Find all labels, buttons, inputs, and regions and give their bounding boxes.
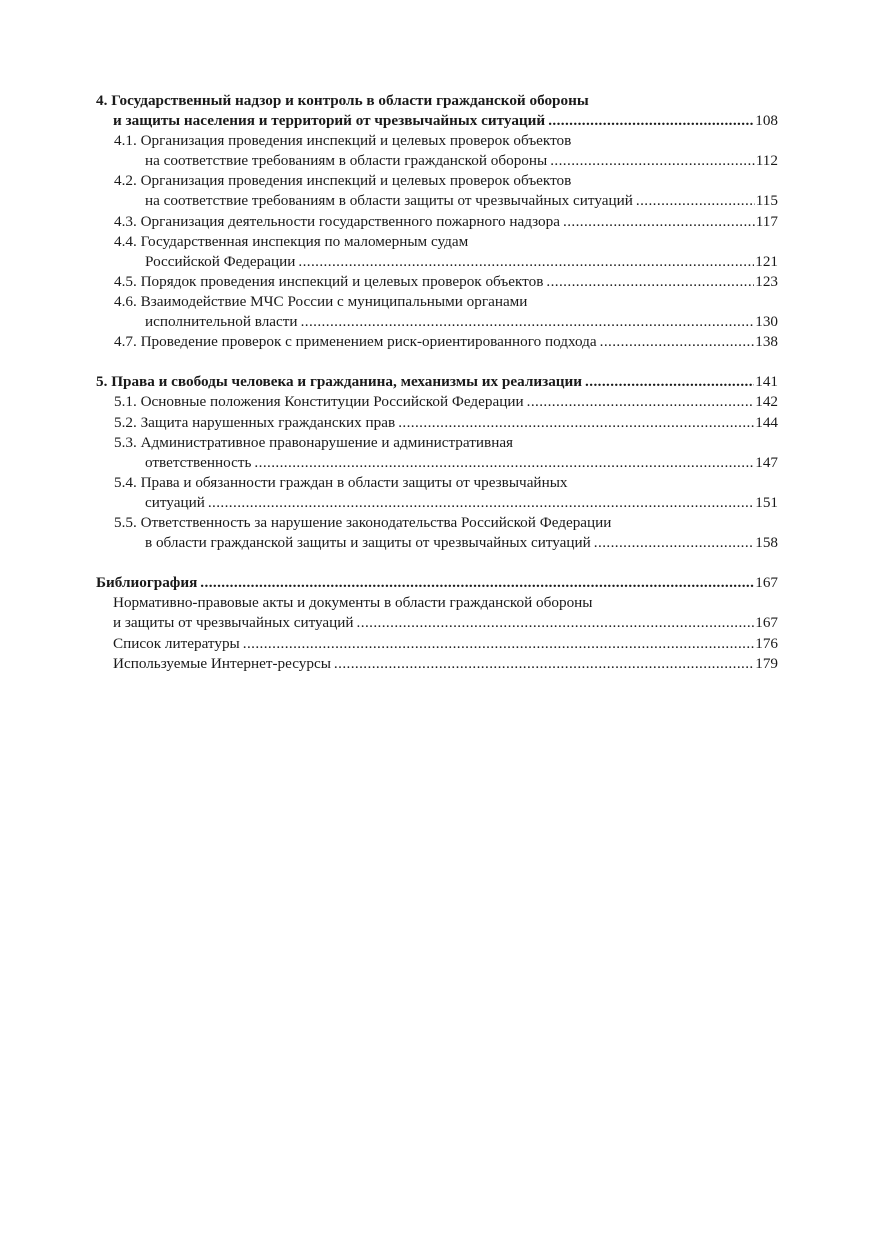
leader-dots <box>298 252 754 272</box>
page-number: 108 <box>755 112 778 130</box>
toc-heading-text: 5. Права и свободы человека и гражданина, механизмы их реализации <box>96 373 583 391</box>
toc-entry-text: 4.1. Организация проведения инспекций и целевых проверок объектов <box>114 132 572 150</box>
toc-heading-line <box>96 91 778 111</box>
page-number: 176 <box>755 634 778 652</box>
toc-entry-line <box>96 593 778 613</box>
toc-heading-line[interactable] <box>96 573 778 593</box>
page-number: 144 <box>755 413 778 431</box>
page-number: 115 <box>755 192 778 210</box>
leader-dots <box>548 111 754 131</box>
page-number: 123 <box>755 272 778 290</box>
toc-entry-line <box>96 131 778 151</box>
toc-entry-line <box>96 171 778 191</box>
toc-entry-text: Список литературы <box>113 634 240 652</box>
leader-dots <box>208 493 754 513</box>
toc-entry-text: 4.6. Взаимодействие МЧС России с муниципальными органами <box>114 292 528 310</box>
page-number: 141 <box>755 373 778 391</box>
page-number: 142 <box>755 393 778 411</box>
toc-entry-line <box>96 473 778 493</box>
page-number: 151 <box>755 493 778 511</box>
toc-heading-text: и защиты населения и территорий от чрезвычайных ситуаций <box>113 112 546 130</box>
page-number: 121 <box>755 252 778 270</box>
toc-heading-line[interactable] <box>96 111 778 131</box>
toc-entry-text: на соответствие требованиям в области гражданской обороны <box>145 152 548 170</box>
toc-entry-text: в области гражданской защиты и защиты от чрезвычайных ситуаций <box>145 534 591 552</box>
toc-entry-text: 5.5. Ответственность за нарушение законодательства Российской Федерации <box>114 513 612 531</box>
toc-entry-text: Российской Федерации <box>145 252 296 270</box>
page-number: 179 <box>755 654 778 672</box>
page-number: 130 <box>755 313 778 331</box>
leader-dots <box>243 634 754 654</box>
toc-entry-line <box>96 232 778 252</box>
toc-entry-line <box>96 513 778 533</box>
toc-heading-text: 4. Государственный надзор и контроль в области гражданской обороны <box>96 92 589 109</box>
toc-section-bibliography <box>96 573 778 673</box>
toc-entry-line[interactable] <box>96 252 778 272</box>
page-number: 147 <box>755 453 778 471</box>
page-number: 138 <box>755 333 778 351</box>
leader-dots <box>398 413 754 433</box>
leader-dots <box>585 372 754 392</box>
toc-entry-text: 4.7. Проведение проверок с применением риск-ориентированного подхода <box>114 333 597 351</box>
toc-entry-line[interactable] <box>96 392 778 412</box>
toc-entry-text: Нормативно-правовые акты и документы в области гражданской обороны <box>113 594 593 612</box>
table-of-contents <box>96 91 778 694</box>
page-number: 167 <box>755 614 778 632</box>
toc-entry-text: 4.3. Организация деятельности государственного пожарного надзора <box>114 212 560 230</box>
toc-entry-line[interactable] <box>96 151 778 171</box>
toc-entry-line[interactable] <box>96 413 778 433</box>
page-number: 117 <box>755 212 778 230</box>
leader-dots <box>550 151 755 171</box>
toc-entry-line[interactable] <box>96 634 778 654</box>
toc-entry-text: 4.5. Порядок проведения инспекций и целевых проверок объектов <box>114 272 544 290</box>
leader-dots <box>357 613 755 633</box>
leader-dots <box>563 212 755 232</box>
leader-dots <box>594 533 754 553</box>
toc-section-5 <box>96 372 778 553</box>
toc-section-4 <box>96 91 778 352</box>
leader-dots <box>200 573 754 593</box>
toc-entry-line[interactable] <box>96 212 778 232</box>
toc-entry-line[interactable] <box>96 332 778 352</box>
leader-dots <box>301 312 755 332</box>
toc-entry-line <box>96 433 778 453</box>
toc-entry-line[interactable] <box>96 613 778 633</box>
leader-dots <box>636 191 755 211</box>
toc-entry-text: 5.3. Административное правонарушение и административная <box>114 433 514 451</box>
leader-dots <box>254 453 754 473</box>
leader-dots <box>546 272 754 292</box>
toc-entry-text: 4.2. Организация проведения инспекций и целевых проверок объектов <box>114 172 572 190</box>
toc-entry-line[interactable] <box>96 191 778 211</box>
toc-entry-text: 4.4. Государственная инспекция по маломерным судам <box>114 232 469 250</box>
toc-heading-line[interactable] <box>96 372 778 392</box>
toc-entry-line[interactable] <box>96 493 778 513</box>
toc-entry-text: на соответствие требованиям в области защиты от чрезвычайных ситуаций <box>145 192 633 210</box>
toc-entry-text: 5.4. Права и обязанности граждан в области защиты от чрезвычайных <box>114 473 568 491</box>
toc-entry-text: и защиты от чрезвычайных ситуаций <box>113 614 354 632</box>
toc-entry-text: ответственность <box>145 453 252 471</box>
leader-dots <box>600 332 755 352</box>
page-number: 112 <box>755 152 778 170</box>
toc-entry-text: ситуаций <box>145 493 205 511</box>
leader-dots <box>334 654 754 674</box>
toc-entry-line[interactable] <box>96 312 778 332</box>
toc-entry-line[interactable] <box>96 272 778 292</box>
toc-entry-text: 5.1. Основные положения Конституции Российской Федерации <box>114 393 524 411</box>
page-number: 158 <box>755 534 778 552</box>
toc-entry-text: 5.2. Защита нарушенных гражданских прав <box>114 413 396 431</box>
toc-entry-text: Используемые Интернет-ресурсы <box>113 654 331 672</box>
toc-entry-line[interactable] <box>96 533 778 553</box>
toc-heading-text: Библиография <box>96 574 198 592</box>
toc-entry-line <box>96 292 778 312</box>
toc-entry-line[interactable] <box>96 453 778 473</box>
page-number: 167 <box>755 574 778 592</box>
toc-entry-text: исполнительной власти <box>145 313 298 331</box>
leader-dots <box>527 392 755 412</box>
toc-entry-line[interactable] <box>96 654 778 674</box>
